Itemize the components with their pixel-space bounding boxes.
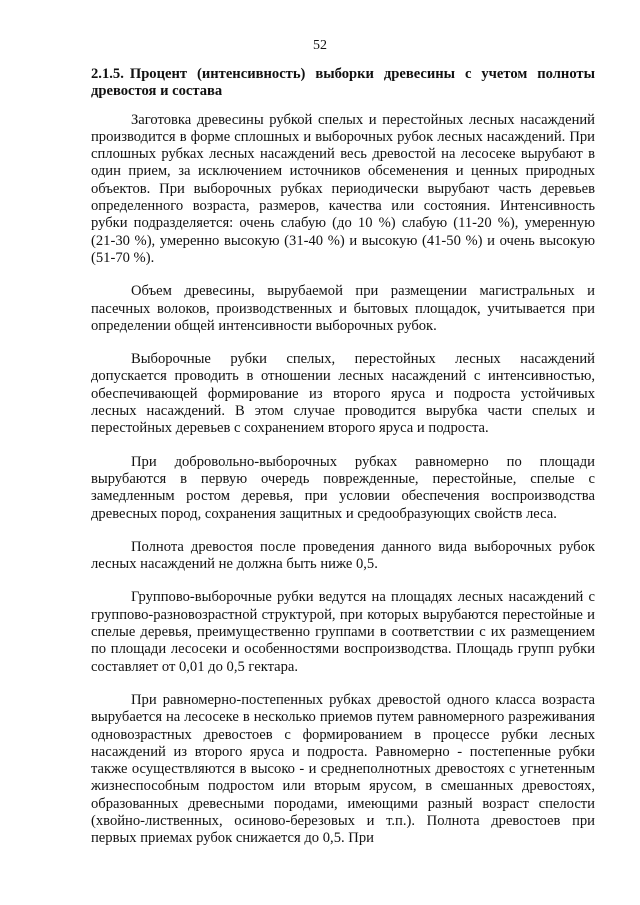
section-heading — [91, 66, 595, 101]
paragraph-voluntary-selective: При добровольно-выборочных рубках равномерно по площади вырубаются в первую очередь поврежденные, перестойные, спелые с замедленным ростом деревья, при условии обеспечения воспроизводства древесных пород, сохранения защитных и средообразующих свойств леса. — [91, 453, 595, 522]
section-title: Процент (интенсивность) выборки древесины с учетом полноты древостоя и состава — [91, 66, 595, 100]
page-content — [91, 66, 595, 864]
paragraph-selective-cutting: Выборочные рубки спелых, перестойных лесных насаждений допускается проводить в отношении лесных насаждений с интенсивностью, обеспечивающей формирование из второго яруса и подроста устойчивых лесных насаждений. В этом случае проводится вырубка части спелых и перестойных деревьев с сохранением второго яруса и подроста. — [91, 351, 595, 437]
paragraph-wood-volume: Объем древесины, вырубаемой при размещении магистральных и пасечных волоков, производственных и бытовых площадок, учитывается при определении общей интенсивности выборочных рубок. — [91, 283, 595, 334]
paragraph-uniform-gradual: При равномерно-постепенных рубках древостой одного класса возраста вырубается на лесосеке в несколько приемов путем равномерного разреживания одновозрастных древостоев с формированием в процессе рубки лесных насаждений из второго яруса и подроста. Равномерно - постепенные рубки также осуществляются в высоко - и среднеполнотных древостоях с угнетенным жизнеспособным подростом или вторым ярусом, в смешанных древостоях, образованных древесными породами, имеющими разный возраст спелости (хвойно-лиственных, осиново-березовых и т.п.). Полнота древостоев при первых приемах рубок снижается до 0,5. При — [91, 691, 595, 847]
section-number: 2.1.5. — [91, 66, 124, 82]
paragraph-stand-density: Полнота древостоя после проведения данного вида выборочных рубок лесных насаждений не должна быть ниже 0,5. — [91, 538, 595, 573]
page-number: 52 — [313, 38, 327, 53]
paragraph-logging-forms: Заготовка древесины рубкой спелых и перестойных лесных насаждений производится в форме сплошных и выборочных рубок лесных насаждений. При сплошных рубках лесных насаждений весь древостой на лесосеке вырубают в один прием, за исключением источников обсеменения и ценных природных объектов. При выборочных рубках периодически вырубают часть деревьев определенного возраста, размеров, качества или состояния. Интенсивность рубки подразделяется: очень слабую (до 10 %) слабую (11-20 %), умеренную (21-30 %), умеренно высокую (31-40 %) и высокую (41-50 %) и очень высокую (51-70 %). — [91, 111, 595, 266]
paragraph-group-selective: Группово-выборочные рубки ведутся на площадях лесных насаждений с группово-разновозрастной структурой, при которых вырубаются перестойные и спелые деревья, преимущественно группами в соответствии с их размещением по площади лесосеки и особенностями воспроизводства. Площадь групп рубки составляет от 0,01 до 0,5 гектара. — [91, 589, 595, 675]
